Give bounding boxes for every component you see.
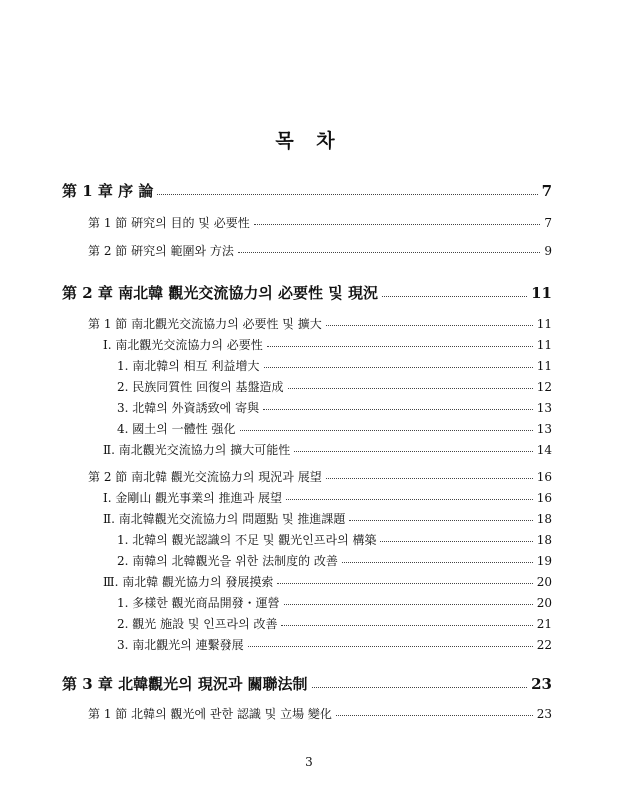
dot-leader: [277, 582, 532, 584]
toc-entry-item[interactable]: [117, 555, 552, 567]
toc-entry-subsection[interactable]: [103, 513, 552, 525]
toc-entry-label: 第 3 章 北韓觀光의 現況과 關聯法制: [62, 675, 308, 693]
toc-entry-page: 11: [536, 338, 552, 352]
toc-entry-page: 11: [536, 359, 552, 373]
toc-entry-item[interactable]: [117, 618, 552, 630]
dot-leader: [254, 223, 541, 225]
dot-leader: [157, 193, 537, 195]
dot-leader: [349, 519, 532, 521]
toc-entry-page: 18: [536, 533, 552, 547]
dot-leader: [240, 429, 533, 431]
dot-leader: [248, 645, 533, 647]
dot-leader: [326, 324, 533, 326]
toc-entry-label: 第 1 節 北韓의 觀光에 관한 認識 및 立場 變化: [88, 707, 332, 721]
toc-entry-page: 21: [536, 617, 552, 631]
toc-entry-chapter[interactable]: [62, 184, 552, 199]
toc-entry-page: 23: [531, 675, 552, 693]
toc-entry-page: 23: [536, 707, 552, 721]
toc-entry-label: 第 1 節 硏究의 目的 및 必要性: [88, 216, 250, 230]
toc-entry-item[interactable]: [117, 597, 552, 609]
toc-entry-label: 2. 南韓의 北韓觀光을 위한 法制度的 改善: [117, 554, 338, 568]
toc-entry-page: 22: [536, 638, 552, 652]
toc-entry-page: 7: [541, 182, 552, 200]
toc-entry-page: 7: [544, 216, 552, 230]
toc-entry-item[interactable]: [117, 423, 552, 435]
toc-entry-item[interactable]: [117, 381, 552, 393]
toc-entry-item[interactable]: [117, 534, 552, 546]
toc-entry-subsection[interactable]: [103, 576, 552, 588]
toc-entry-label: Ⅰ. 南北觀光交流協力의 必要性: [103, 338, 263, 352]
toc-entry-page: 16: [536, 470, 552, 484]
toc-entry-item[interactable]: [117, 402, 552, 414]
toc-entry-page: 13: [536, 401, 552, 415]
toc-entry-page: 9: [544, 244, 552, 258]
toc-entry-label: Ⅱ. 南北韓觀光交流協力의 問題點 및 推進課題: [103, 512, 346, 526]
toc-entry-label: 3. 北韓의 外資誘致에 寄與: [117, 401, 260, 415]
toc-entry-label: Ⅱ. 南北觀光交流協力의 擴大可能性: [103, 443, 291, 457]
toc-entry-subsection[interactable]: [103, 339, 552, 351]
dot-leader: [288, 387, 533, 389]
dot-leader: [294, 450, 533, 452]
toc-entry-page: 16: [536, 491, 552, 505]
toc-entry-page: 12: [536, 380, 552, 394]
toc-entry-section[interactable]: [88, 471, 552, 483]
toc-entry-label: 第 2 章 南北韓 觀光交流協力의 必要性 및 現況: [62, 284, 378, 302]
toc-entry-page: 19: [536, 554, 552, 568]
toc-entry-label: Ⅲ. 南北韓 觀光協力의 發展摸索: [103, 575, 274, 589]
toc-entry-page: 14: [536, 443, 552, 457]
toc-entry-section[interactable]: [88, 708, 552, 720]
toc-entry-label: 1. 南北韓의 相互 利益增大: [117, 359, 260, 373]
toc-entry-page: 13: [536, 422, 552, 436]
toc-entry-chapter[interactable]: [62, 286, 552, 301]
dot-leader: [312, 686, 528, 688]
dot-leader: [380, 540, 532, 542]
toc-entry-label: 4. 國土의 一體性 强化: [117, 422, 236, 436]
toc-entry-label: 1. 北韓의 觀光認識의 不足 및 觀光인프라의 構築: [117, 533, 377, 547]
dot-leader: [267, 345, 533, 347]
toc-entry-page: 18: [536, 512, 552, 526]
page-number: 3: [305, 755, 313, 769]
dot-leader: [263, 408, 533, 410]
toc-entry-item[interactable]: [117, 639, 552, 651]
toc-entry-subsection[interactable]: [103, 492, 552, 504]
toc-entry-label: 第 2 節 硏究의 範圍와 方法: [88, 244, 234, 258]
dot-leader: [284, 603, 533, 605]
toc-entry-page: 11: [531, 284, 552, 302]
dot-leader: [281, 624, 532, 626]
toc-entry-label: 第 1 節 南北觀光交流協力의 必要性 및 擴大: [88, 317, 322, 331]
dot-leader: [326, 477, 533, 479]
toc-entry-label: 第 1 章 序 論: [62, 182, 154, 200]
toc-entry-label: 2. 民族同質性 回復의 基盤造成: [117, 380, 284, 394]
dot-leader: [238, 251, 540, 253]
dot-leader: [286, 498, 533, 500]
toc-entry-item[interactable]: [117, 360, 552, 372]
toc-entry-label: 2. 觀光 施設 및 인프라의 改善: [117, 617, 278, 631]
toc-entry-page: 20: [536, 575, 552, 589]
toc-entry-page: 20: [536, 596, 552, 610]
toc-entry-label: 3. 南北觀光의 連繫發展: [117, 638, 244, 652]
toc-entry-page: 11: [536, 317, 552, 331]
toc-entry-label: Ⅰ. 金剛山 觀光事業의 推進과 展望: [103, 491, 282, 505]
toc-entry-label: 1. 多樣한 觀光商品開發・運營: [117, 596, 280, 610]
toc-title: 목 차: [275, 130, 343, 152]
toc-entry-section[interactable]: [88, 217, 552, 229]
toc-entry-chapter[interactable]: [62, 677, 552, 692]
dot-leader: [336, 714, 533, 716]
toc-entry-label: 第 2 節 南北韓 觀光交流協力의 現況과 展望: [88, 470, 322, 484]
dot-leader: [382, 295, 527, 297]
dot-leader: [342, 561, 533, 563]
toc-entry-section[interactable]: [88, 245, 552, 257]
toc-entry-subsection[interactable]: [103, 444, 552, 456]
dot-leader: [264, 366, 533, 368]
toc-entry-section[interactable]: [88, 318, 552, 330]
